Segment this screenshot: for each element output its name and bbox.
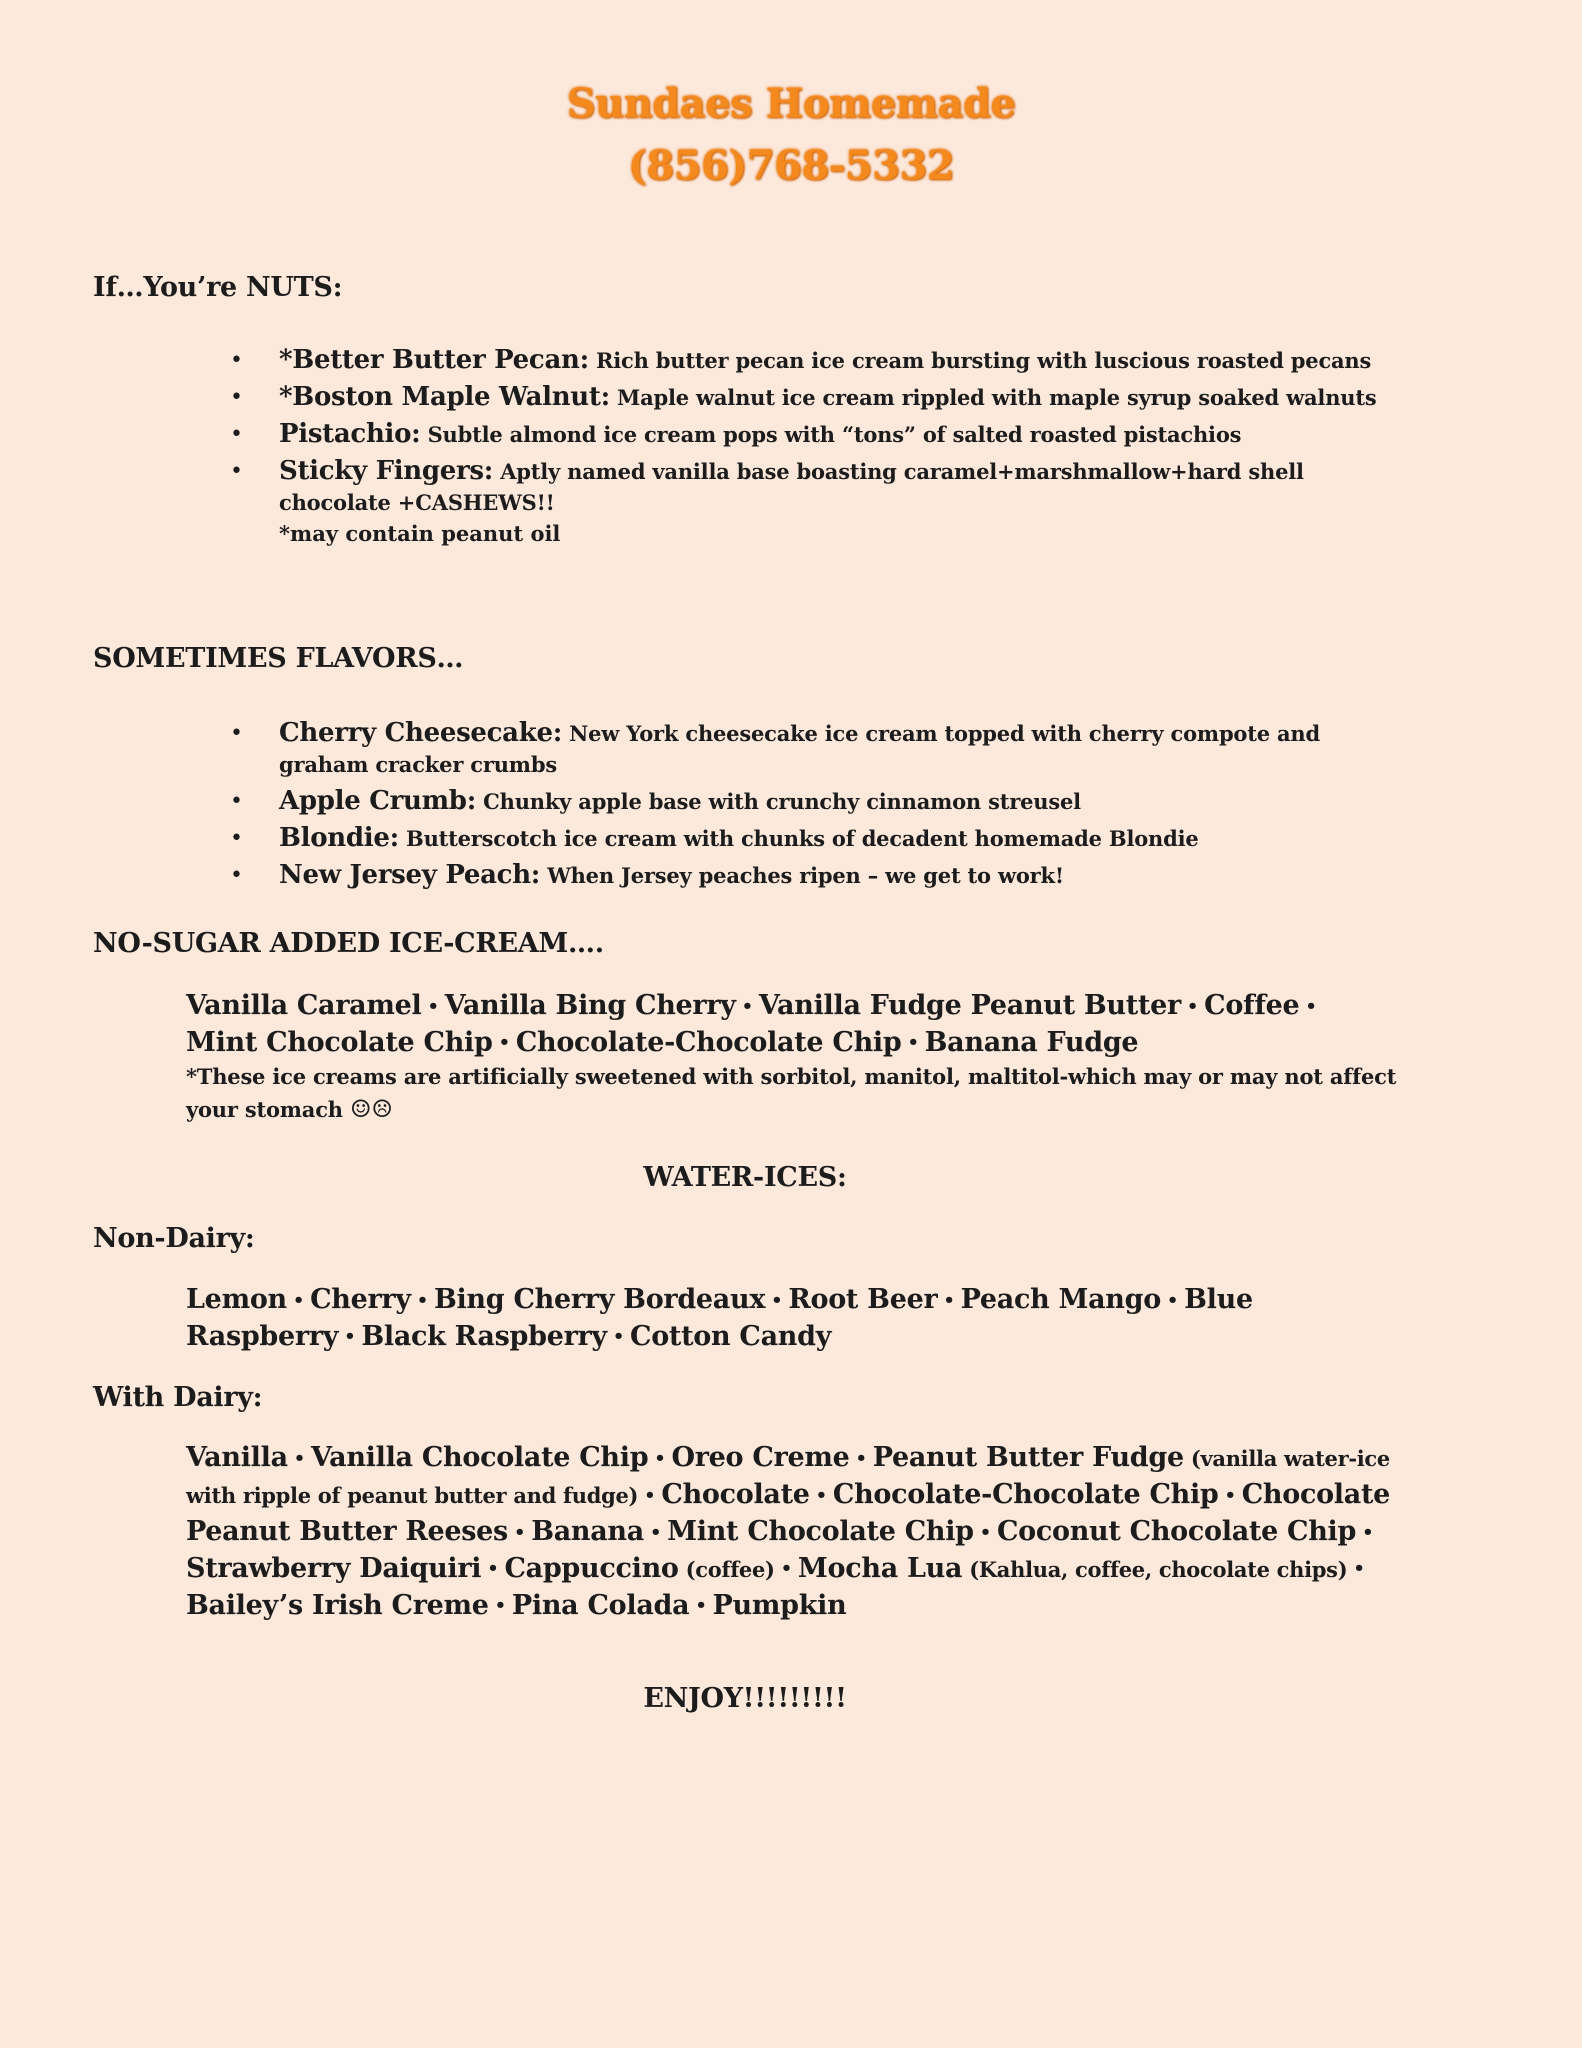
flavor-name: Mocha Lua [797, 1552, 963, 1584]
bullet-icon: • [230, 459, 243, 484]
flavor-description: New York cheesecake ice cream topped with cherry compote and graham cracker crumbs [279, 721, 1320, 777]
separator-icon: • [513, 1521, 526, 1543]
separator-icon: • [815, 1484, 827, 1506]
flavor-name: Vanilla Chocolate Chip [310, 1442, 649, 1473]
flavor-name: Peanut Butter Fudge [872, 1442, 1184, 1473]
flavor-name: Apple Crumb: [279, 786, 476, 816]
note-text: *These ice creams are artificially sweetened with sorbitol, manitol, maltitol-which may or may not affect your stomach [186, 1064, 1397, 1122]
water-ices-heading: WATER-ICES: [643, 1162, 847, 1193]
separator-icon: • [1224, 1484, 1236, 1506]
flavor-name: Cherry Cheesecake: [279, 718, 562, 748]
flavor-description: Maple walnut ice cream rippled with maple syrup soaked walnuts [609, 385, 1377, 410]
no-sugar-flavors [186, 988, 1396, 1061]
flavor-name: Chocolate-Chocolate Chip [832, 1479, 1219, 1510]
flavor-name: Pina Colada [511, 1589, 690, 1621]
no-sugar-note [186, 1060, 1416, 1126]
separator-icon: • [649, 1521, 662, 1543]
list-item [230, 420, 1390, 451]
flavor-name: Blondie: [279, 823, 399, 853]
flavor-name: Cherry [310, 1284, 411, 1315]
flavor-name: Cotton Candy [630, 1320, 832, 1352]
list-item [230, 457, 1390, 548]
flavor-name: Chocolate-Chocolate Chip [515, 1026, 902, 1058]
enjoy-footer: ENJOY!!!!!!!!! [643, 1683, 847, 1714]
flavor-description: Rich butter pecan ice cream bursting with luscious roasted pecans [588, 348, 1372, 373]
flavor-note: (vanilla water-ice with ripple of peanut butter and fudge) [186, 1446, 1390, 1508]
flavor-name: Chocolate [661, 1479, 810, 1510]
flavor-name: Strawberry Daiquiri [186, 1552, 482, 1584]
smile-icon: ☺ [349, 1095, 372, 1123]
with-dairy-flavors [186, 1440, 1396, 1624]
flavor-name: Blue Raspberry [186, 1284, 1253, 1352]
flavor-name: Coconut Chocolate Chip [996, 1516, 1357, 1547]
flavor-name: Oreo Creme [671, 1442, 850, 1473]
separator-icon: • [494, 1595, 506, 1616]
nuts-heading: If…You’re NUTS: [93, 272, 343, 303]
flavor-name: Peach Mango [960, 1284, 1161, 1315]
separator-icon: • [1166, 1289, 1179, 1311]
flavor-name: New Jersey Peach: [279, 860, 541, 890]
shop-title: Sundaes Homemade [566, 80, 1016, 127]
flavor-note: (Kahlua, coffee, chocolate chips) [962, 1556, 1348, 1582]
flavor-name: Coffee [1204, 990, 1300, 1021]
list-item [230, 346, 1390, 377]
bullet-icon: • [230, 385, 243, 410]
flavor-name: Vanilla Fudge Peanut Butter [758, 990, 1181, 1021]
sometimes-heading: SOMETIMES FLAVORS… [93, 643, 464, 674]
flavor-name: Cappuccino [504, 1552, 679, 1584]
separator-icon: • [855, 1447, 867, 1469]
flavor-description: Chunky apple base with crunchy cinnamon streusel [476, 789, 1081, 814]
flavor-name: Mint Chocolate Chip [667, 1516, 974, 1547]
flavor-name: Bailey’s Irish Creme [186, 1589, 489, 1621]
separator-icon: • [741, 995, 753, 1017]
separator-icon: • [498, 1032, 510, 1053]
separator-icon: • [780, 1558, 792, 1579]
flavor-description: When Jersey peaches ripen – we get to work! [540, 863, 1064, 888]
flavor-name: Black Raspberry [361, 1320, 607, 1352]
separator-icon: • [695, 1595, 707, 1616]
flavor-name: Chocolate Peanut Butter Reeses [186, 1479, 1391, 1547]
flavor-name: Mint Chocolate Chip [186, 1026, 493, 1058]
flavor-name: *Boston Maple Walnut: [279, 382, 610, 412]
separator-icon: • [1305, 995, 1317, 1017]
separator-icon: • [344, 1326, 356, 1347]
bullet-icon: • [230, 348, 243, 373]
bullet-icon: • [230, 863, 243, 888]
bullet-icon: • [230, 826, 243, 851]
shop-phone: (856)768-5332 [627, 142, 955, 189]
separator-icon: • [1353, 1558, 1365, 1579]
separator-icon: • [293, 1447, 305, 1469]
flavor-description: Butterscotch ice cream with chunks of decadent homemade Blondie [398, 826, 1199, 851]
flavor-name: Vanilla [186, 1442, 288, 1473]
separator-icon: • [416, 1289, 428, 1311]
flavor-name: *Better Butter Pecan: [279, 345, 589, 375]
no-sugar-heading: NO-SUGAR ADDED ICE-CREAM…. [93, 928, 604, 959]
separator-icon: • [487, 1558, 499, 1579]
flavor-name: Pumpkin [712, 1589, 847, 1621]
separator-icon: • [644, 1484, 656, 1506]
separator-icon: • [1362, 1521, 1374, 1543]
bullet-icon: • [230, 422, 243, 447]
separator-icon: • [292, 1289, 305, 1311]
list-item [230, 861, 1390, 892]
flavor-name: Bing Cherry Bordeaux [433, 1284, 766, 1315]
flavor-name: Root Beer [788, 1284, 938, 1315]
flavor-name: Vanilla Bing Cherry [444, 990, 736, 1021]
flavor-name: Banana [531, 1516, 644, 1547]
bullet-icon: • [230, 789, 243, 814]
flavor-name: Lemon [186, 1284, 287, 1315]
allergy-note: *may contain peanut oil [279, 521, 561, 546]
separator-icon: • [1186, 995, 1199, 1017]
non-dairy-flavors [186, 1282, 1396, 1355]
bullet-icon: • [230, 721, 243, 746]
with-dairy-heading: With Dairy: [93, 1382, 263, 1413]
separator-icon: • [979, 1521, 991, 1543]
frown-icon: ☹ [371, 1095, 393, 1123]
separator-icon: • [654, 1447, 666, 1469]
nuts-list [230, 346, 1390, 554]
flavor-name: Sticky Fingers: [279, 456, 494, 486]
flavor-name: Vanilla Caramel [186, 990, 422, 1021]
flavor-note: (coffee) [678, 1556, 775, 1582]
list-item [230, 383, 1390, 414]
list-item [230, 787, 1390, 818]
separator-icon: • [943, 1289, 955, 1311]
separator-icon: • [771, 1289, 783, 1311]
list-item [230, 824, 1390, 855]
separator-icon: • [907, 1032, 919, 1053]
flavor-name: Pistachio: [279, 419, 421, 449]
flavor-description: Aptly named vanilla base boasting caramel+marshmallow+hard shell chocolate +CASHEWS!! [279, 459, 1304, 515]
list-item [230, 719, 1390, 781]
flavor-description: Subtle almond ice cream pops with “tons” of salted roasted pistachios [420, 422, 1242, 447]
non-dairy-heading: Non-Dairy: [93, 1223, 255, 1254]
separator-icon: • [427, 995, 439, 1017]
sometimes-list [230, 719, 1390, 898]
separator-icon: • [612, 1326, 625, 1347]
flavor-name: Banana Fudge [924, 1026, 1139, 1058]
